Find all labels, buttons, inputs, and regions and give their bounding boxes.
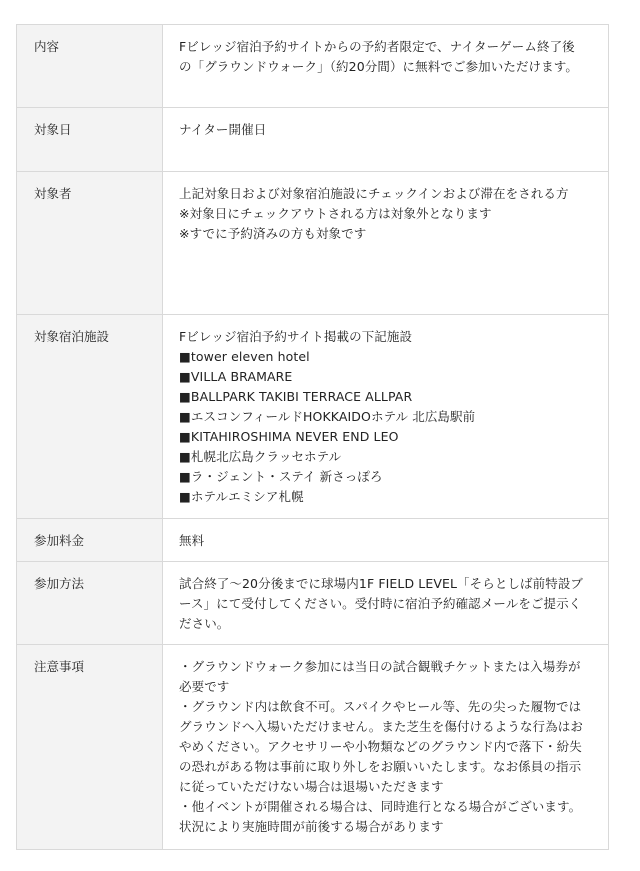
value-line: ・グラウンド内は飲食不可。スパイクやヒール等、先の尖った履物では <box>179 699 582 714</box>
facility-item: ■ラ・ジェント・ステイ 新さっぽろ <box>179 469 383 484</box>
row-label: 内容 <box>17 25 163 107</box>
value-line: やめください。アクセサリーや小物類などのグラウンド内で落下・紛失 <box>179 739 582 754</box>
facility-item: ■KITAHIROSHIMA NEVER END LEO <box>179 429 399 444</box>
facility-item: ■エスコンフィールドHOKKAIDOホテル 北広島駅前 <box>179 409 476 424</box>
value-line: ださい。 <box>179 616 230 631</box>
facility-item: ■札幌北広島クラッセホテル <box>179 449 342 464</box>
row-label: 注意事項 <box>17 645 163 849</box>
value-line: の「グラウンドウォーク」（約20分間）に無料でご参加いただけます。 <box>179 59 578 74</box>
row-label: 対象日 <box>17 108 163 171</box>
value-line: ース」にて受付してください。受付時に宿泊予約確認メールをご提示く <box>179 596 582 611</box>
row-value <box>163 108 608 171</box>
row-value <box>163 172 608 314</box>
value-line: Fビレッジ宿泊予約サイト掲載の下記施設 <box>179 329 413 344</box>
row-label: 参加料金 <box>17 519 163 561</box>
value-line: ・グラウンドウォーク参加には当日の試合観戦チケットまたは入場券が <box>179 659 581 674</box>
value-line: 上記対象日および対象宿泊施設にチェックインおよび滞在をされる方 <box>179 186 569 201</box>
value-line: 必要です <box>179 679 230 694</box>
table-row-how-to-join <box>17 562 608 645</box>
value-line: 無料 <box>179 533 205 548</box>
value-line: 試合終了～20分後までに球場内1F FIELD LEVEL「そらとしば前特設ブ <box>179 576 584 591</box>
value-line: Fビレッジ宿泊予約サイトからの予約者限定で、ナイターゲーム終了後 <box>179 39 575 54</box>
row-value <box>163 25 608 107</box>
value-line: グラウンドへ入場いただけません。また芝生を傷付けるような行為はお <box>179 719 583 734</box>
row-label: 対象宿泊施設 <box>17 315 163 518</box>
value-line: に従っていただけない場合は退場いただきます <box>179 779 444 794</box>
row-label: 参加方法 <box>17 562 163 644</box>
row-value <box>163 645 608 849</box>
facility-item: ■VILLA BRAMARE <box>179 369 293 384</box>
value-line: ・他イベントが開催される場合は、同時進行となる場合がございます。 <box>179 799 582 814</box>
value-line: 状況により実施時間が前後する場合があります <box>179 819 444 834</box>
row-value <box>163 519 608 561</box>
facility-item: ■ホテルエミシア札幌 <box>179 489 304 504</box>
value-line: ナイター開催日 <box>179 122 267 137</box>
row-label: 対象者 <box>17 172 163 314</box>
facility-item: ■BALLPARK TAKIBI TERRACE ALLPAR <box>179 389 413 404</box>
value-line: の恐れがある物は事前に取り外しをお願いいたします。なお係員の指示 <box>179 759 582 774</box>
table-row-target-date <box>17 108 608 172</box>
info-table <box>16 24 609 850</box>
table-row-target-person <box>17 172 608 315</box>
value-line: ※対象日にチェックアウトされる方は対象外となります <box>179 206 492 221</box>
table-row-target-facilities <box>17 315 608 519</box>
value-line: ※すでに予約済みの方も対象です <box>179 226 367 241</box>
table-row-fee <box>17 519 608 562</box>
table-row-notes <box>17 645 608 850</box>
row-value <box>163 562 608 644</box>
table-row-content <box>17 25 608 108</box>
facility-item: ■tower eleven hotel <box>179 349 310 364</box>
row-value <box>163 315 608 518</box>
